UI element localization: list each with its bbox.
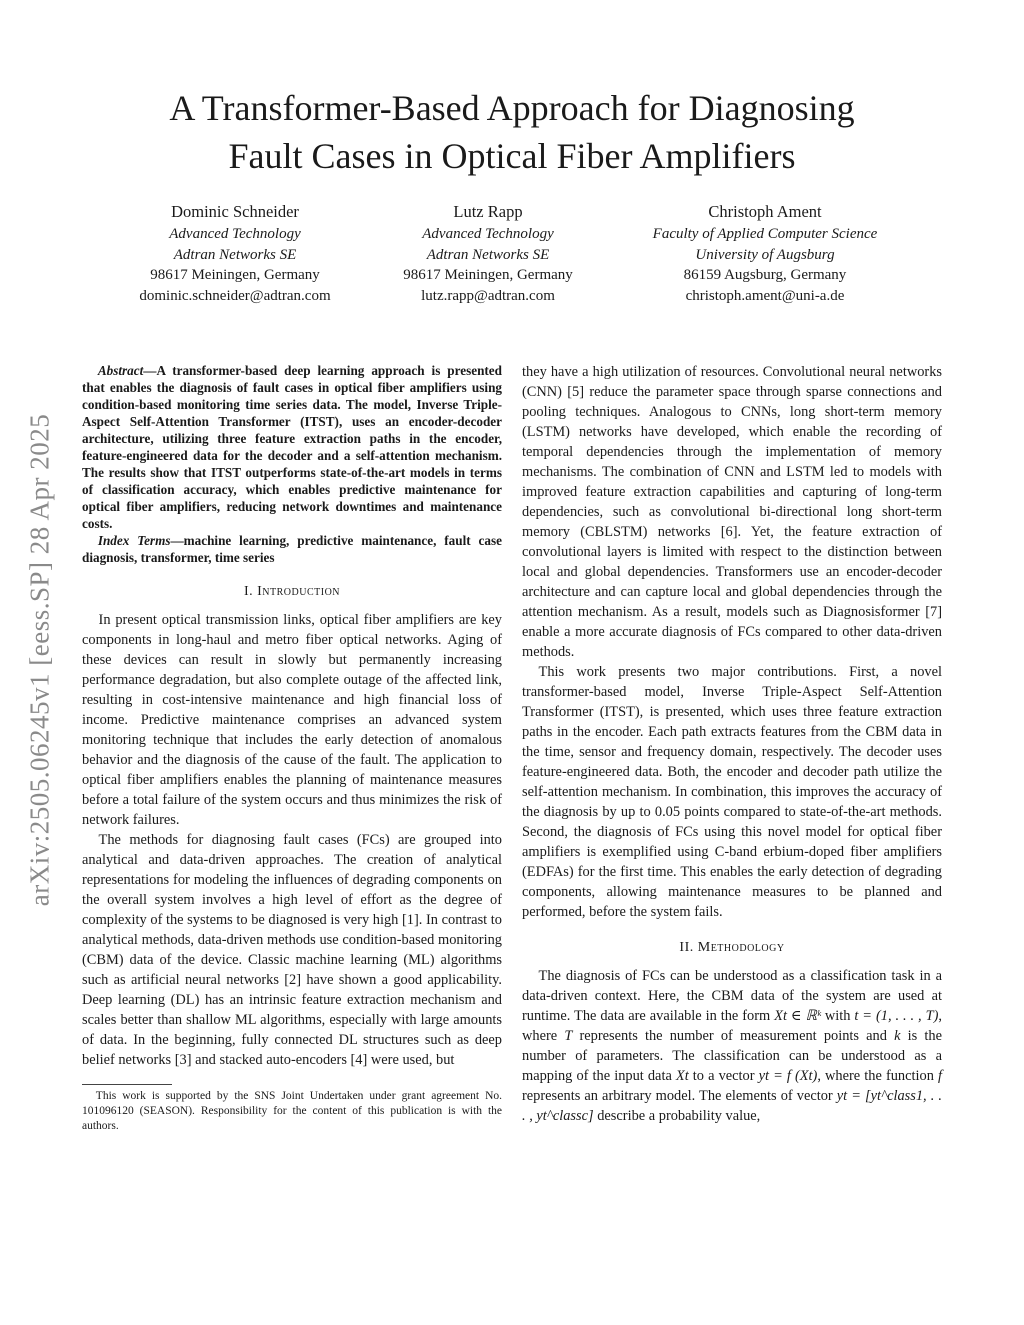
contributions-paragraph: This work presents two major contributions. First, a novel transformer-based model, Inverse Triple-Aspect Self-Attention Transformer (ITST), is presented, which uses three feature extraction paths in the encoder. Each path extracts features from the CBM data in the time, sensor and frequency domain, respectively. The decoder uses feature-engineered data. Both, the encoder and decoder path utilize the self-attention mechanism. In combination, this improves the accuracy of the diagnosis by up to 0.05 points compared to state-of-the-art methods. Second, the diagnosis of FCs using this novel model for optical fiber amplifiers is exemplified using C-band erbium-doped fiber amplifiers (EDFAs) for the first time. This enables the early detection of degrading components, allowing maintenance measures to be planned and performed, before the system fails. xyxy=(522,664,942,920)
intro-paragraph-1: In present optical transmission links, optical fiber amplifiers are key components in long-haul and metro fiber optical networks. Aging of these devices can result in slowly but permanently increasing performance degradation, but also complete outage of the affected link, resulting in cost-intensive maintenance and high financial loss of income. Predictive maintenance comprises an advanced system monitoring technique that includes the early detection of anomalous behavior and the diagnosis of the cause of the fault. The application to optical fiber amplifiers enables the planning of maintenance measures before a total failure of the system occurs and thus minimizes the risk of network failures. xyxy=(82,612,502,828)
author-1 xyxy=(120,200,350,306)
methodology-text: is the number of parameters. The classification can be understood as a mapping of the input data xyxy=(522,1028,942,1084)
math-xt-in-rk: Xt ∈ ℝᵏ xyxy=(774,1008,821,1024)
methodology-text: to a vector xyxy=(688,1068,759,1084)
right-column xyxy=(522,362,942,1126)
arxiv-identifier: arXiv:2505.06245v1 [eess.SP] 28 Apr 2025 xyxy=(24,413,55,907)
author-dept: Faculty of Applied Computer Science xyxy=(652,226,878,242)
author-email: dominic.schneider@adtran.com xyxy=(139,287,331,304)
methodology-paragraph-1 xyxy=(522,966,942,1126)
author-org: Adtran Networks SE xyxy=(173,246,297,263)
methodology-text: represents an arbitrary model. The elements of vector xyxy=(522,1088,837,1104)
author-org: University of Augsburg xyxy=(695,246,835,263)
intro-paragraph-3: they have a high utilization of resources. Convolutional neural networks (CNN) [5] reduce the parameter space through sparse connections and pooling techniques. Analogous to CNNs, long short-term memory (LSTM) networks have developed, which enable the recording of temporal dependencies through the implementation of memory mechanisms. The combination of CNN and LSTM led to models with improved feature extraction capabilities and capturing of long-term dependencies, such as convolutional bi-directional long short-term memory (CBLSTM) networks [6]. Yet, the feature extraction of convolutional layers is limited with respect to the distinction between local and global dependencies. Transformers use an encoder-decoder architecture and can capture local and global dependencies through the attention mechanism. As a result, models such as Diagnosisformer [7] enable a more accurate diagnosis of FCs compared to other data-driven methods. xyxy=(522,364,942,660)
methodology-text: with xyxy=(820,1008,855,1024)
abstract-label: Abstract xyxy=(97,363,144,378)
methodology-text: , where the function xyxy=(817,1068,938,1084)
author-address: 86159 Augsburg, Germany xyxy=(683,267,847,283)
section-heading-introduction: I. Introduction xyxy=(243,584,341,599)
footnote-divider xyxy=(82,1084,172,1085)
intro-paragraph-2: The methods for diagnosing fault cases (FCs) are grouped into analytical and data-driven approaches. The creation of analytical representations for modeling the influences of degrading components on the overall system involves a high level of effort as the degree of complexity of the systems to be diagnosed is very high [1]. In contrast to analytical methods, data-driven methods use condition-based monitoring (CBM) data of the device. Classic machine learning (ML) algorithms such as artificial neural networks [2] have shown a good applicability. Deep learning (DL) has an intrinsic feature extraction mechanism and scales better than shallow ML algorithms, especially with large amounts of data. In the beginning, fully connected DL structures such as deep belief networks [3] and stacked auto-encoders [4] were used, but xyxy=(82,832,502,1068)
math-k: k xyxy=(894,1028,901,1044)
math-Xt: Xt xyxy=(675,1068,689,1084)
methodology-text: , where xyxy=(522,1008,942,1044)
author-name: Lutz Rapp xyxy=(453,202,523,221)
math-yt-eq-f: yt = f (Xt) xyxy=(758,1068,818,1084)
author-email: lutz.rapp@adtran.com xyxy=(421,287,555,304)
index-terms-text: —machine learning, predictive maintenance, fault case diagnosis, transformer, time series xyxy=(82,533,502,565)
math-f: f xyxy=(938,1068,942,1084)
math-T: T xyxy=(564,1028,573,1044)
author-name: Christoph Ament xyxy=(708,202,822,221)
math-yt-vector: yt = [yt^class1, . . . , yt^classc] xyxy=(522,1088,942,1124)
author-org: Adtran Networks SE xyxy=(426,246,550,263)
abstract xyxy=(82,362,502,532)
index-terms xyxy=(82,532,502,566)
left-column xyxy=(82,362,502,1134)
methodology-text: describe a probability value, xyxy=(593,1108,761,1124)
methodology-text: represents the number of measurement points and xyxy=(572,1028,895,1044)
index-terms-label: Index Terms xyxy=(97,533,171,548)
funding-footnote: This work is supported by the SNS Joint Undertaken under grant agreement No. 101096120 (SEASON). Responsibility for the content of this publication is with the authors. xyxy=(82,1090,502,1132)
author-2 xyxy=(376,200,600,306)
author-email: christoph.ament@uni-a.de xyxy=(685,287,845,304)
abstract-text: —A transformer-based deep learning approach is presented that enables the diagnosis of fault cases in optical fiber amplifiers using condition-based monitoring time series data. The model, Inverse Triple-Aspect Self-Attention Transformer (ITST), uses an encoder-decoder architecture, utilizing three feature extraction paths in the encoder, feature-engineered data for the decoder and a self-attention mechanism. The results show that ITST outperforms state-of-the-art models in terms of classification accuracy, which enables predictive maintenance for optical fiber amplifiers, reducing network downtimes and maintenance costs. xyxy=(82,363,502,531)
author-dept: Advanced Technology xyxy=(169,226,301,242)
math-t-range: t = (1, . . . , T) xyxy=(854,1008,939,1024)
author-address: 98617 Meiningen, Germany xyxy=(150,267,320,283)
author-name: Dominic Schneider xyxy=(171,202,299,221)
author-dept: Advanced Technology xyxy=(422,226,554,242)
section-heading-methodology: II. Methodology xyxy=(679,940,785,955)
title-line-1: A Transformer-Based Approach for Diagnosing xyxy=(169,88,855,128)
author-address: 98617 Meiningen, Germany xyxy=(403,267,573,283)
author-3 xyxy=(626,200,904,306)
title-line-2: Fault Cases in Optical Fiber Amplifiers xyxy=(228,136,796,176)
methodology-text: The diagnosis of FCs can be understood as a classification task in a data-driven context. Here, the CBM data of the system are used at runtime. The data are available in the form xyxy=(522,968,942,1024)
paper-title xyxy=(100,84,924,180)
